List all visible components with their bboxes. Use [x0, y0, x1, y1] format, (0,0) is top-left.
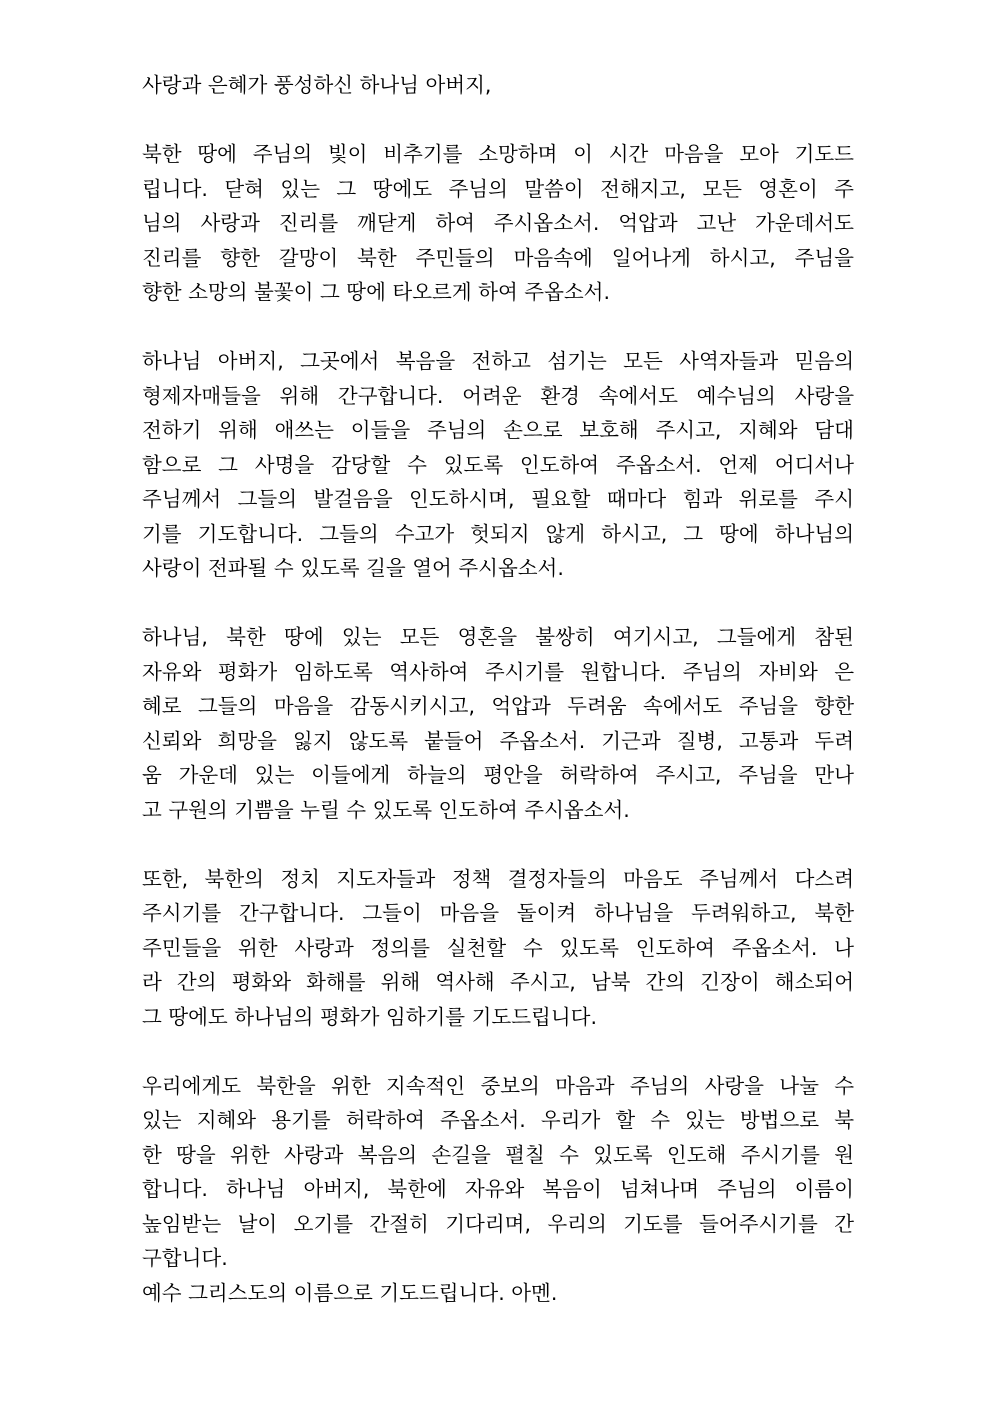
paragraph-line: 한 땅을 위한 사랑과 복음의 손길을 펼칠 수 있도록 인도해 주시기를 원 — [142, 1142, 854, 1167]
greeting-line: 사랑과 은혜가 풍성하신 하나님 아버지, — [142, 73, 492, 97]
paragraph-line: 주님께서 그들의 발걸음을 인도하시며, 필요할 때마다 힘과 위로를 주시 — [142, 487, 854, 511]
paragraph-line: 님의 사랑과 진리를 깨닫게 하여 주시옵소서. 억압과 고난 가운데서도 — [142, 211, 854, 235]
paragraph-line: 그 땅에도 하나님의 평화가 임하기를 기도드립니다. — [142, 1004, 597, 1029]
paragraph-line: 진리를 향한 갈망이 북한 주민들의 마음속에 일어나게 하시고, 주님을 — [142, 245, 854, 270]
paragraph-line: 북한 땅에 주님의 빛이 비추기를 소망하며 이 시간 마음을 모아 기도드 — [142, 142, 854, 166]
paragraph-5 — [142, 1069, 854, 1276]
paragraph-spacer — [142, 310, 854, 345]
paragraph-line: 고 구원의 기쁨을 누릴 수 있도록 인도하여 주시옵소서. — [142, 797, 630, 822]
paragraph-line: 함으로 그 사명을 감당할 수 있도록 인도하여 주옵소서. 언제 어디서나 — [142, 452, 854, 477]
paragraph-spacer — [142, 586, 854, 621]
paragraph-line: 사랑이 전파될 수 있도록 길을 열어 주시옵소서. — [142, 556, 564, 580]
paragraph-line: 신뢰와 희망을 잃지 않도록 붙들어 주옵소서. 기근과 질병, 고통과 두려 — [142, 728, 854, 753]
paragraph-spacer — [142, 103, 854, 138]
paragraph-line: 구합니다. — [142, 1246, 228, 1270]
paragraph-line: 하나님 아버지, 그곳에서 복음을 전하고 섬기는 모든 사역자들과 믿음의 — [142, 349, 854, 373]
prayer-document — [142, 68, 854, 1310]
closing-line: 예수 그리스도의 이름으로 기도드립니다. 아멘. — [142, 1280, 558, 1305]
paragraph-line: 또한, 북한의 정치 지도자들과 정책 결정자들의 마음도 주님께서 다스려 — [142, 866, 854, 891]
paragraph-2 — [142, 344, 854, 586]
paragraph-line: 주민들을 위한 사랑과 정의를 실천할 수 있도록 인도하여 주옵소서. 나 — [142, 935, 854, 960]
paragraph-line: 주시기를 간구합니다. 그들이 마음을 돌이켜 하나님을 두려워하고, 북한 — [142, 901, 854, 925]
paragraph-line: 향한 소망의 불꽃이 그 땅에 타오르게 하여 주옵소서. — [142, 280, 610, 304]
paragraph-line: 혜로 그들의 마음을 감동시키시고, 억압과 두려움 속에서도 주님을 향한 — [142, 694, 854, 718]
paragraph-line: 자유와 평화가 임하도록 역사하여 주시기를 원합니다. 주님의 자비와 은 — [142, 659, 854, 684]
paragraph-spacer — [142, 827, 854, 862]
paragraph-line: 높임받는 날이 오기를 간절히 기다리며, 우리의 기도를 들어주시기를 간 — [142, 1211, 854, 1236]
paragraph-line: 기를 기도합니다. 그들의 수고가 헛되지 않게 하시고, 그 땅에 하나님의 — [142, 521, 854, 546]
paragraph-line: 움 가운데 있는 이들에게 하늘의 평안을 허락하여 주시고, 주님을 만나 — [142, 763, 854, 787]
paragraph-3 — [142, 620, 854, 827]
paragraph-line: 립니다. 닫혀 있는 그 땅에도 주님의 말씀이 전해지고, 모든 영혼이 주 — [142, 176, 854, 201]
paragraph-4 — [142, 862, 854, 1035]
paragraph-line: 라 간의 평화와 화해를 위해 역사해 주시고, 남북 간의 긴장이 해소되어 — [142, 970, 854, 994]
paragraph-line: 합니다. 하나님 아버지, 북한에 자유와 복음이 넘쳐나며 주님의 이름이 — [142, 1177, 854, 1201]
paragraph-line: 하나님, 북한 땅에 있는 모든 영혼을 불쌍히 여기시고, 그들에게 참된 — [142, 625, 854, 649]
paragraph-line: 전하기 위해 애쓰는 이들을 주님의 손으로 보호해 주시고, 지혜와 담대 — [142, 418, 854, 442]
paragraph-line: 우리에게도 북한을 위한 지속적인 중보의 마음과 주님의 사랑을 나눌 수 — [142, 1073, 854, 1098]
paragraph-spacer — [142, 1034, 854, 1069]
paragraph-1 — [142, 137, 854, 310]
paragraph-line: 있는 지혜와 용기를 허락하여 주옵소서. 우리가 할 수 있는 방법으로 북 — [142, 1108, 854, 1132]
paragraph-line: 형제자매들을 위해 간구합니다. 어려운 환경 속에서도 예수님의 사랑을 — [142, 383, 854, 408]
